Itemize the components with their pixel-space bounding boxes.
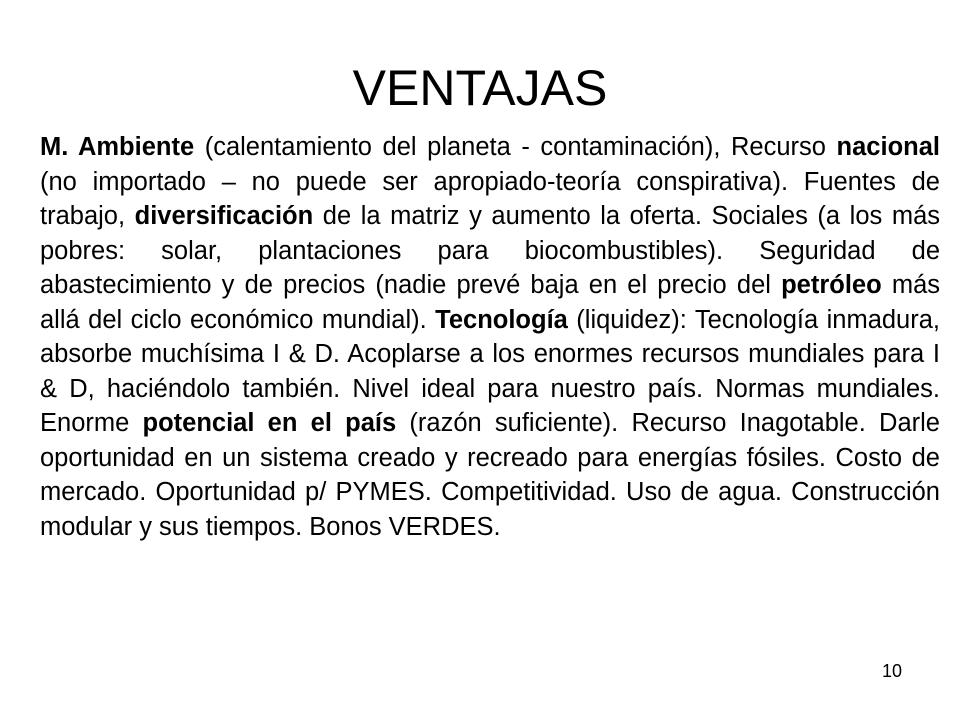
body-emphasis: potencial en el país (142, 409, 397, 437)
body-text: de la matriz y aumento la oferta. Sociales (a los más pobres: solar, plantaciones para biocombustibles). Seguridad de abastecimiento y de precios (nadie prevé baja en el precio del (40, 202, 940, 299)
slide-body (40, 130, 940, 544)
body-text: (razón suficiente). Recurso Inagotable. Darle oportunidad en un sistema creado y recreado para energías fósiles. Costo de mercado. Oportunidad p/ PYMES. Competitividad. Uso de agua. Construcción modular y sus tiempos. Bonos VERDES. (40, 409, 940, 541)
body-emphasis: diversificación (134, 202, 314, 230)
body-text: (liquidez): Tecnología inmadura, absorbe muchísima I & D. Acoplarse a los enormes recursos mundiales para I & D, haciéndolo también. Nivel ideal para nuestro país. Normas mundiales. Enorme (40, 305, 940, 437)
body-text: (no importado – no puede ser apropiado-teoría conspirativa). Fuentes de trabajo, (40, 167, 940, 230)
body-text: más allá del ciclo económico mundial). (40, 271, 940, 334)
body-emphasis: nacional (836, 133, 940, 161)
body-emphasis: Tecnología (435, 305, 568, 334)
body-emphasis: M. Ambiente (40, 133, 195, 161)
slide-title: VENTAJAS (352, 60, 608, 116)
body-emphasis: petróleo (781, 271, 882, 299)
body-text: (calentamiento del planeta - contaminación), Recurso (194, 133, 837, 161)
slide-page-number: 10 (881, 661, 902, 681)
